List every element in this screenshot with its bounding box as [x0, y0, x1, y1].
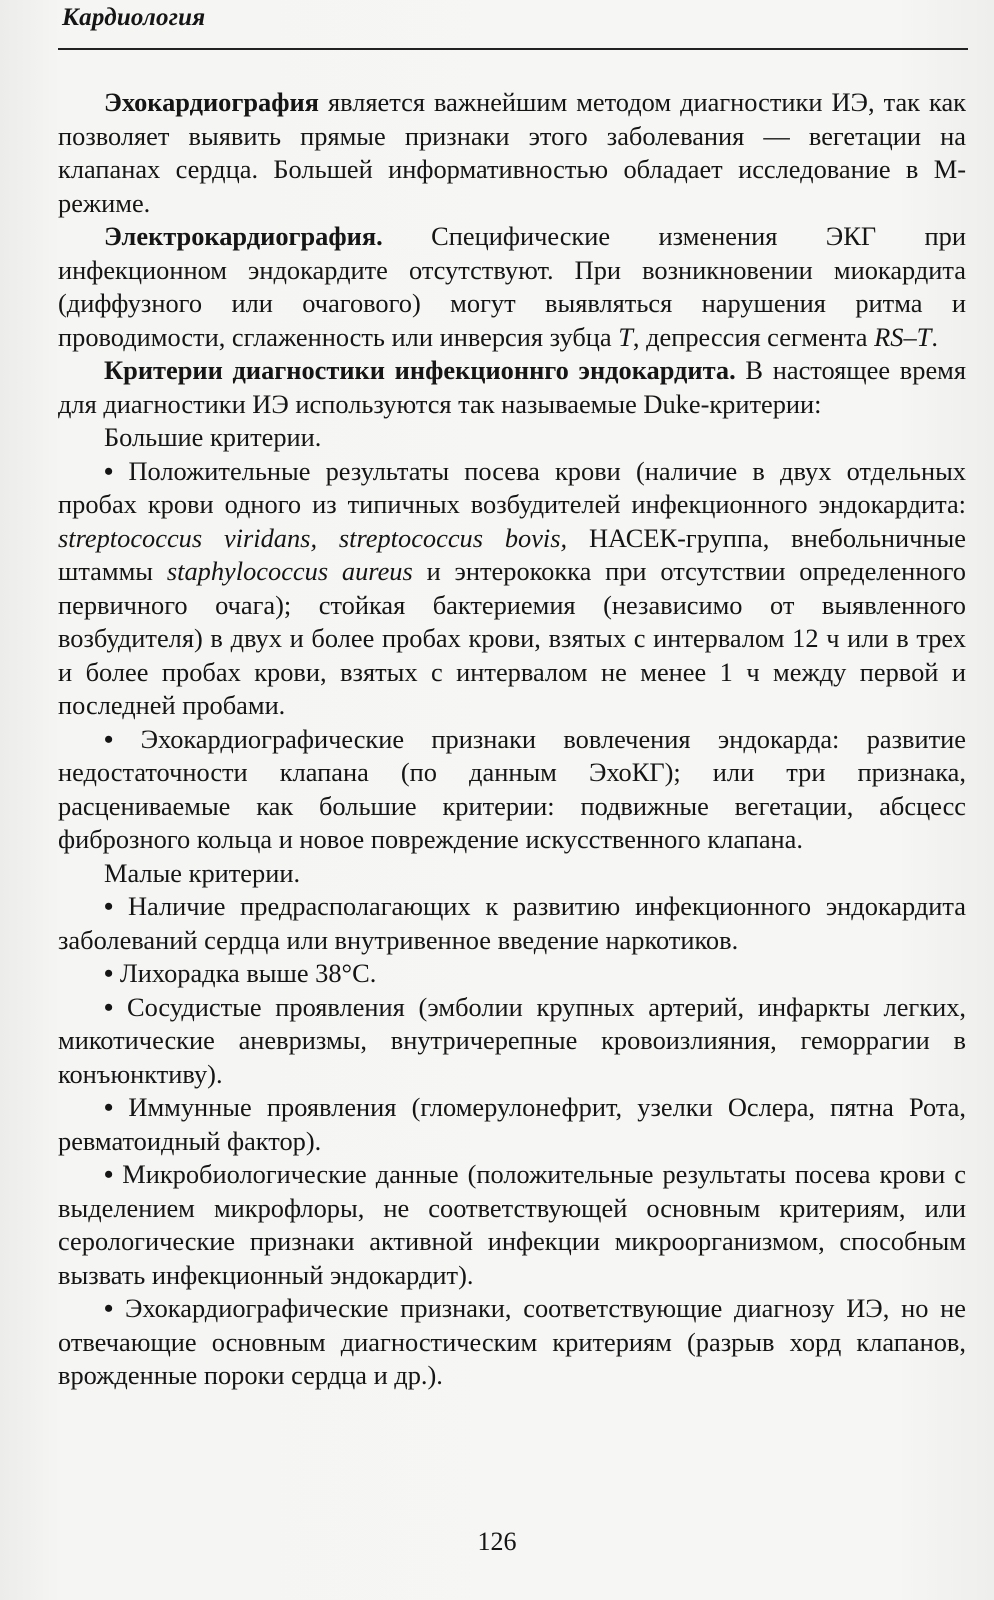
paragraph-text: . — [931, 321, 938, 352]
item-text: Сосудистые проявления (эмболии крупных артерий, инфаркты легких, микотические аневризмы, внутричерепные кровоизлияния, геморрагии в конъюнктиву). — [58, 991, 966, 1089]
major-criteria-heading: Большие критерии. — [104, 422, 322, 452]
italic-term: staphylococcus aureus — [166, 556, 413, 586]
running-header: Кардиология — [62, 4, 206, 31]
italic-term: streptococcus viridans, streptococcus bovis, — [58, 522, 568, 553]
italic-term: RS–T — [874, 321, 932, 352]
paragraph-criteria — [58, 354, 966, 421]
bullet-icon: • — [104, 1293, 114, 1323]
bullet-icon: • — [104, 1092, 114, 1122]
bullet-icon: • — [104, 455, 114, 486]
item-text: Наличие предрасполагающих к развитию инфекционного эндокардита заболеваний сердца или внутривенное введение наркотиков. — [58, 891, 966, 955]
major-criterion-item — [58, 723, 966, 857]
item-text: и энтерококка при отсутствии определенного первичного очага); стойкая бактериемия (независимо от выявленного возбудителя) в двух и более пробах крови, взятых с интервалом 12 ч или в трех и более пробах крови, взятых с интервалом не менее 1 ч между первой и последней пробами. — [58, 556, 966, 720]
item-text: Эхокардиографические признаки, соответствующие диагнозу ИЭ, но не отвечающие основным диагностическим критериям (разрыв хорд клапанов, врожденные пороки сердца и др.). — [58, 1293, 966, 1390]
item-text: Лихорадка выше 38°С. — [119, 958, 377, 988]
minor-criteria-heading: Малые критерии. — [104, 857, 301, 888]
minor-criterion-item — [58, 957, 966, 991]
paragraph-text: , депрессия сегмента — [632, 321, 875, 352]
minor-criterion-item — [58, 890, 966, 957]
paragraph-electrocardiography — [58, 220, 966, 354]
page-body — [58, 86, 966, 1393]
bullet-icon: • — [104, 723, 114, 754]
item-text: Эхокардиографические признаки вовлечения эндокарда: развитие недостаточности клапана (по данным ЭхоКГ); или три признака, расцениваемые как большие критерии: подвижные вегетации, абсцесс фиброзного кольца и новое повреждение искусственного клапана. — [58, 723, 966, 854]
minor-criterion-item — [58, 1158, 966, 1292]
paragraph-lead: Критерии диагностики инфекционнго эндокардита. — [104, 355, 736, 385]
item-text: Положительные результаты посева крови (наличие в двух отдельных пробах крови одного из типичных возбудителей инфекционного эндокардита: — [58, 455, 967, 519]
header-rule — [58, 48, 968, 50]
paragraph-text: Специфические изменения ЭКГ при инфекционном эндокардите отсутствуют. При возникновении миокардита (диффузного или очагового) могут выявляться нарушения ритма и проводимости, сглаженность или инверсия зубца — [58, 221, 966, 352]
major-criterion-item — [58, 455, 966, 723]
paragraph-lead: Электрокардиография. — [104, 221, 383, 251]
minor-criterion-item — [58, 1091, 966, 1158]
minor-criterion-item — [58, 991, 966, 1092]
paragraph-lead: Эхокардиография — [104, 87, 319, 117]
bullet-icon: • — [104, 891, 114, 921]
item-text: НАСЕК-группа, внебольничные штаммы — [58, 522, 966, 586]
page-number: 126 — [477, 1527, 517, 1556]
item-text: Микробиологические данные (положительные результаты посева крови с выделением микрофлоры, не соответствующей основным критериям, или серологические признаки активной инфекции микроорганизмом, способным вызвать инфекционный эндокардит). — [58, 1159, 966, 1290]
bullet-icon: • — [104, 991, 114, 1022]
paragraph-text: является важнейшим методом диагностики ИЭ, так как позволяет выявить прямые признаки этого заболевания — вегетации на клапанах сердца. Большей информативностью обладает исследование в М-режиме. — [58, 87, 966, 218]
italic-term: T — [618, 321, 633, 352]
minor-criterion-item — [58, 1292, 966, 1393]
bullet-icon: • — [104, 958, 114, 988]
paragraph-text: В настоящее время для диагностики ИЭ используются так называемые Duke-критерии: — [58, 355, 966, 419]
paragraph-echocardiography — [58, 86, 966, 220]
bullet-icon: • — [104, 1159, 114, 1189]
item-text: Иммунные проявления (гломерулонефрит, узелки Ослера, пятна Рота, ревматоидный фактор). — [58, 1092, 966, 1156]
